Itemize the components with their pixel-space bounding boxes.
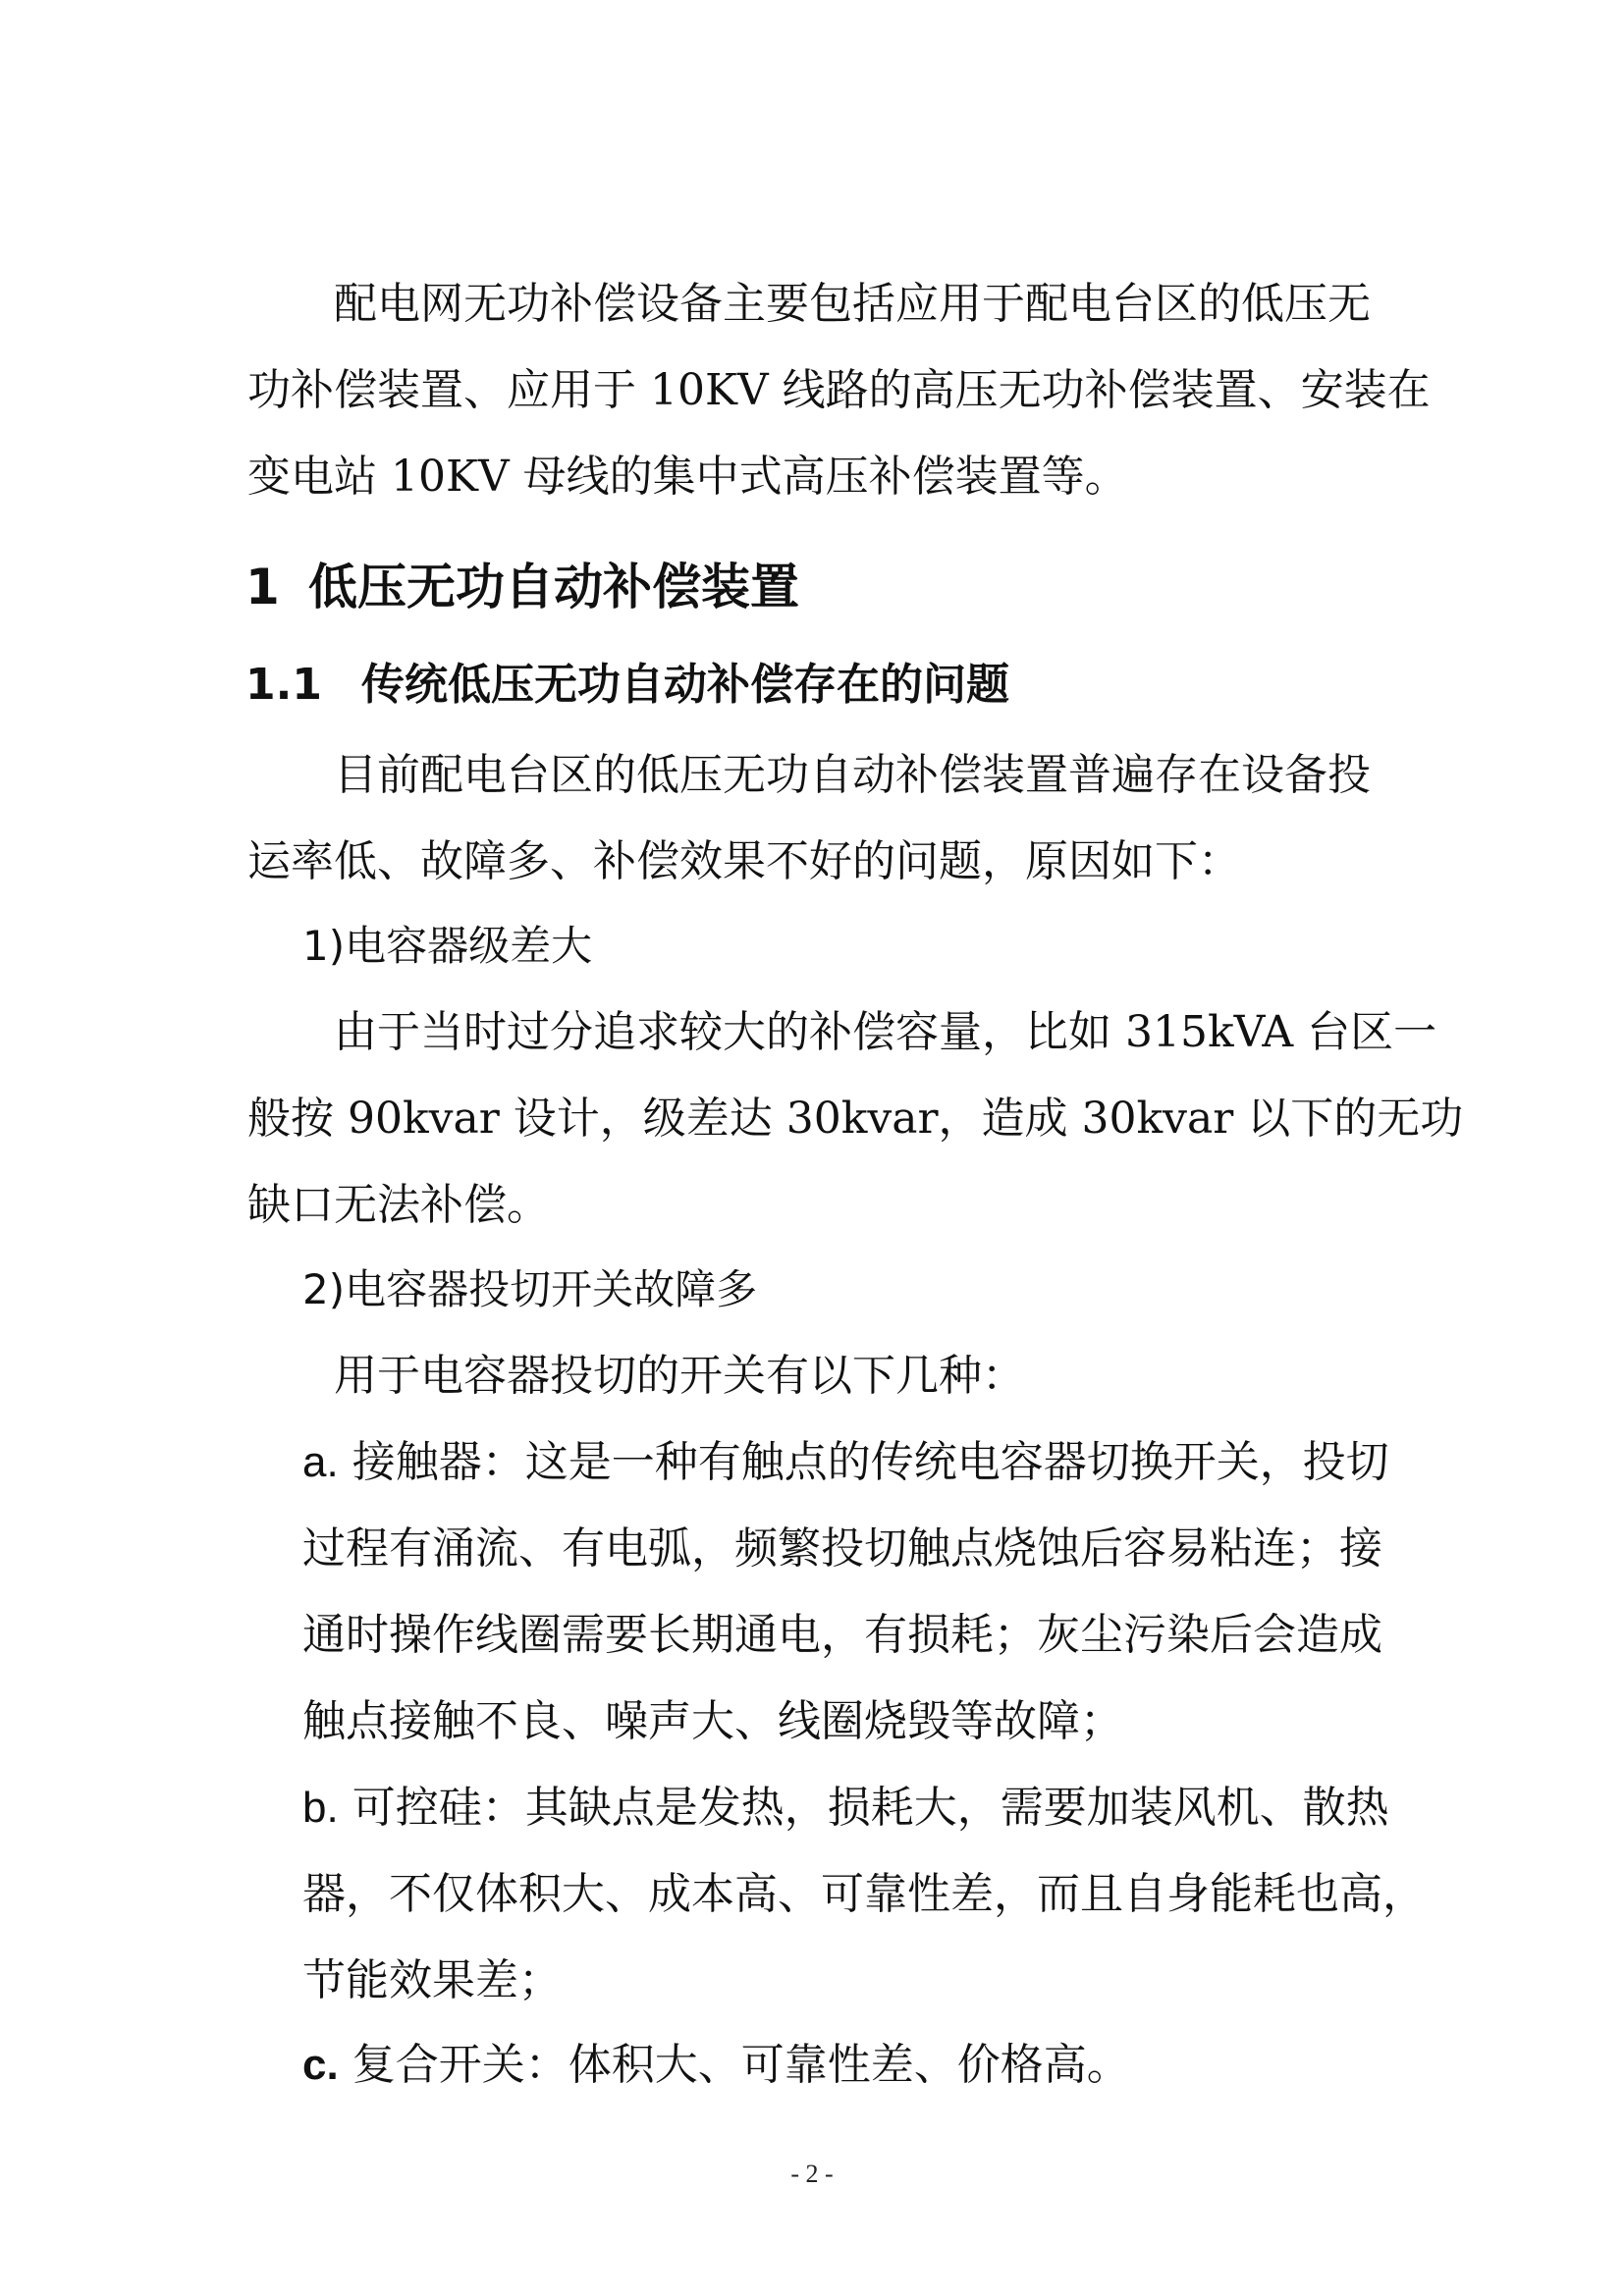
issue-1-line-2: 般按 90kvar 设计，级差达 30kvar，造成 30kvar 以下的无功 xyxy=(247,1094,1464,1144)
section-1-number: 1 xyxy=(245,559,280,615)
item-a-text-1: 接触器：这是一种有触点的传统电容器切换开关，投切 xyxy=(338,1437,1389,1487)
issue-1-line-3: 缺口无法补偿。 xyxy=(247,1180,550,1230)
item-b-line-2: 器，不仅体积大、成本高、可靠性差，而且自身能耗也高， xyxy=(302,1869,1426,1919)
issue-2-intro: 用于电容器投切的开关有以下几种： xyxy=(334,1351,1025,1401)
issue-1-label: 1)电容器级差大 xyxy=(302,922,593,970)
section-1-heading xyxy=(245,556,799,618)
page-number: - 2 - xyxy=(790,2160,834,2188)
item-a-line-2: 过程有涌流、有电弧，频繁投切触点烧蚀后容易粘连；接 xyxy=(302,1523,1382,1574)
item-c-text: 复合开关：体积大、可靠性差、价格高。 xyxy=(338,2040,1130,2090)
issue-2-label: 2)电容器投切开关故障多 xyxy=(302,1265,758,1313)
item-a-line-1 xyxy=(302,1435,1481,1490)
item-b-label: b. xyxy=(302,1784,339,1832)
section-1-title: 低压无功自动补偿装置 xyxy=(308,559,799,615)
section-1-1-heading xyxy=(245,658,1009,713)
section-1-1-title: 传统低压无功自动补偿存在的问题 xyxy=(361,660,1009,710)
section-1-1-number: 1.1 xyxy=(245,660,322,710)
item-c-line xyxy=(302,2038,1481,2093)
intro-line-1: 配电网无功补偿设备主要包括应用于配电台区的低压无 xyxy=(334,279,1371,329)
item-c-label: c. xyxy=(302,2041,339,2089)
item-b-line-3: 节能效果差； xyxy=(302,1955,562,2005)
item-a-label: a. xyxy=(302,1438,339,1486)
item-a-line-4: 触点接触不良、噪声大、线圈烧毁等故障； xyxy=(302,1696,1123,1746)
issue-1-line-1: 由于当时过分追求较大的补偿容量，比如 315kVA 台区一 xyxy=(334,1007,1437,1057)
item-b-text-1: 可控硅：其缺点是发热，损耗大，需要加装风机、散热 xyxy=(338,1783,1389,1833)
section-1-1-para-line-2: 运率低、故障多、补偿效果不好的问题，原因如下： xyxy=(247,836,1241,886)
item-a-line-3: 通时操作线圈需要长期通电，有损耗；灰尘污染后会造成 xyxy=(302,1610,1382,1660)
intro-line-2: 功补偿装置、应用于 10KV 线路的高压无功补偿装置、安装在 xyxy=(247,365,1431,415)
item-b-line-1 xyxy=(302,1781,1481,1836)
section-1-1-para-line-1: 目前配电台区的低压无功自动补偿装置普遍存在设备投 xyxy=(334,750,1371,800)
intro-line-3: 变电站 10KV 母线的集中式高压补偿装置等。 xyxy=(247,452,1128,502)
